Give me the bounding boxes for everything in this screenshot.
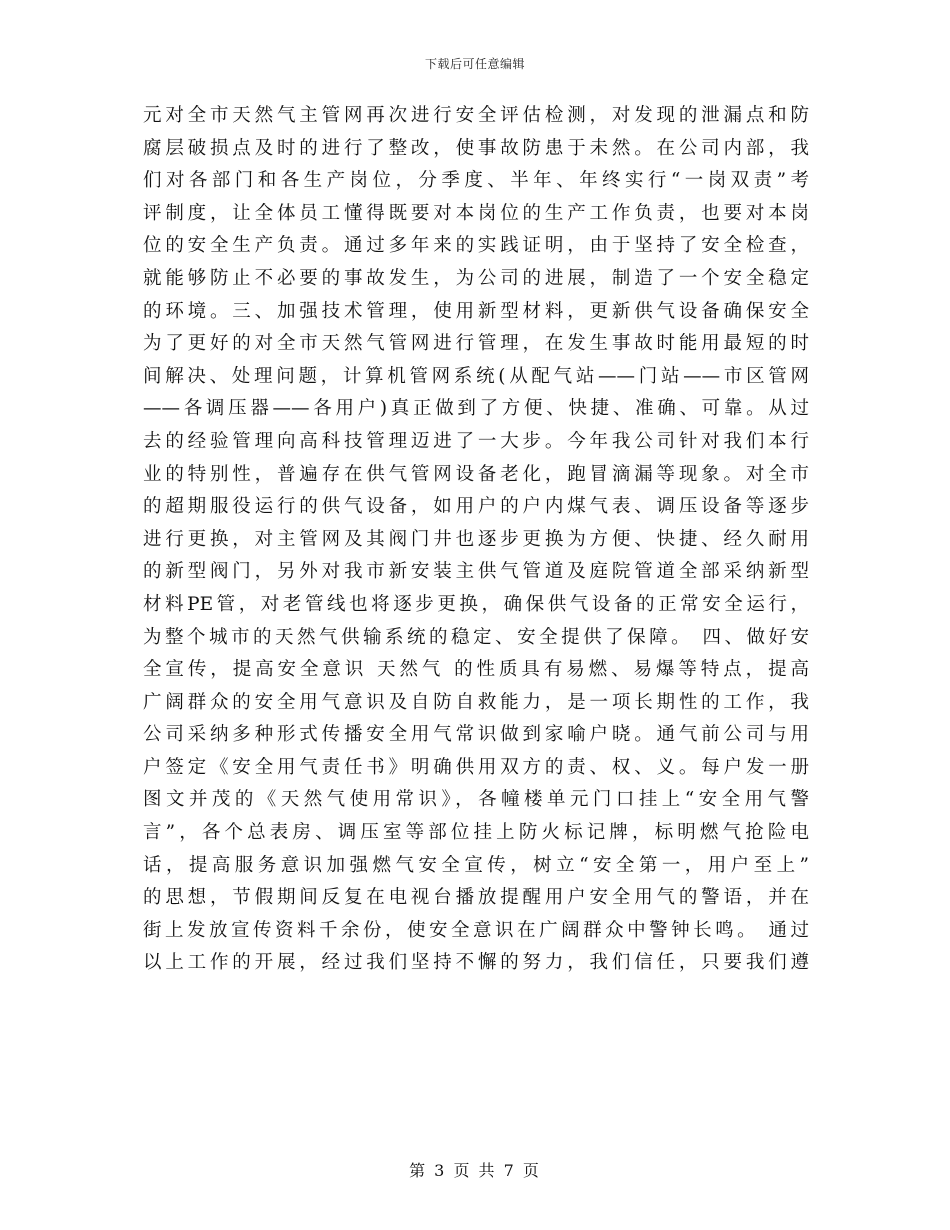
document-body: [143, 100, 809, 980]
text-line: 位的安全生产负责。通过多年来的实践证明，由于坚持了安全检查，: [143, 235, 809, 257]
text-line: ——各调压器——各用户)真正做到了方便、快捷、准确、可靠。从过: [143, 398, 809, 420]
text-line: 图文并茂的《天然气使用常识》，各幢楼单元门口挂上“安全用气警: [143, 789, 809, 811]
text-line: 广阔群众的安全用气意识及自防自救能力，是一项长期性的工作，我: [143, 691, 809, 713]
text-line: 就能够防止不必要的事故发生，为公司的进展，制造了一个安全稳定: [143, 267, 809, 289]
text-line: 全宣传，提高安全意识 天然气 的性质具有易燃、易爆等特点，提高: [143, 659, 809, 681]
text-line: 的思想，节假期间反复在电视台播放提醒用户安全用气的警语，并在: [143, 887, 809, 909]
text-line: 的超期服役运行的供气设备，如用户的户内煤气表、调压设备等逐步: [143, 496, 809, 518]
text-line: 进行更换，对主管网及其阀门井也逐步更换为方便、快捷、经久耐用: [143, 528, 809, 550]
text-line: 元对全市天然气主管网再次进行安全评估检测，对发现的泄漏点和防: [143, 105, 809, 126]
text-line: 业的特别性，普遍存在供气管网设备老化，跑冒滴漏等现象。对全市: [143, 463, 809, 485]
text-line: 话，提高服务意识加强燃气安全宣传，树立“安全第一，用户至上”: [143, 854, 809, 876]
text-line: 们对各部门和各生产岗位，分季度、半年、年终实行“一岗双责”考: [143, 170, 809, 192]
text-line: 户签定《安全用气责任书》明确供用双方的责、权、义。每户发一册: [143, 756, 809, 778]
text-line: 以上工作的开展，经过我们坚持不懈的努力，我们信任，只要我们遵: [143, 952, 809, 974]
text-line: 的新型阀门，另外对我市新安装主供气管道及庭院管道全部采纳新型: [143, 561, 809, 583]
text-line: 言”，各个总表房、调压室等部位挂上防火标记牌，标明燃气抢险电: [143, 822, 809, 844]
page-header-note: 下载后可任意编辑: [424, 57, 525, 71]
text-line: 的环境。三、加强技术管理，使用新型材料，更新供气设备确保安全: [143, 300, 809, 322]
text-line: 去的经验管理向高科技管理迈进了一大步。今年我公司针对我们本行: [143, 430, 809, 452]
text-line: 评制度，让全体员工懂得既要对本岗位的生产工作负责，也要对本岗: [143, 202, 809, 224]
page-number: 第 3 页 共 7 页: [409, 1161, 541, 1180]
text-line: 公司采纳多种形式传播安全用气常识做到家喻户晓。通气前公司与用: [143, 724, 809, 746]
text-line: 街上发放宣传资料千余份，使安全意识在广阔群众中警钟长鸣。 通过: [143, 919, 809, 941]
text-line: 间解决、处理问题，计算机管网系统(从配气站——门站——市区管网: [143, 365, 809, 387]
text-line: 材料PE管，对老管线也将逐步更换，确保供气设备的正常安全运行，: [143, 593, 809, 615]
text-line: 腐层破损点及时的进行了整改，使事故防患于未然。在公司内部，我: [143, 137, 809, 159]
text-line: 为整个城市的天然气供输系统的稳定、安全提供了保障。 四、做好安: [143, 626, 809, 648]
text-line: 为了更好的对全市天然气管网进行管理，在发生事故时能用最短的时: [143, 333, 809, 355]
